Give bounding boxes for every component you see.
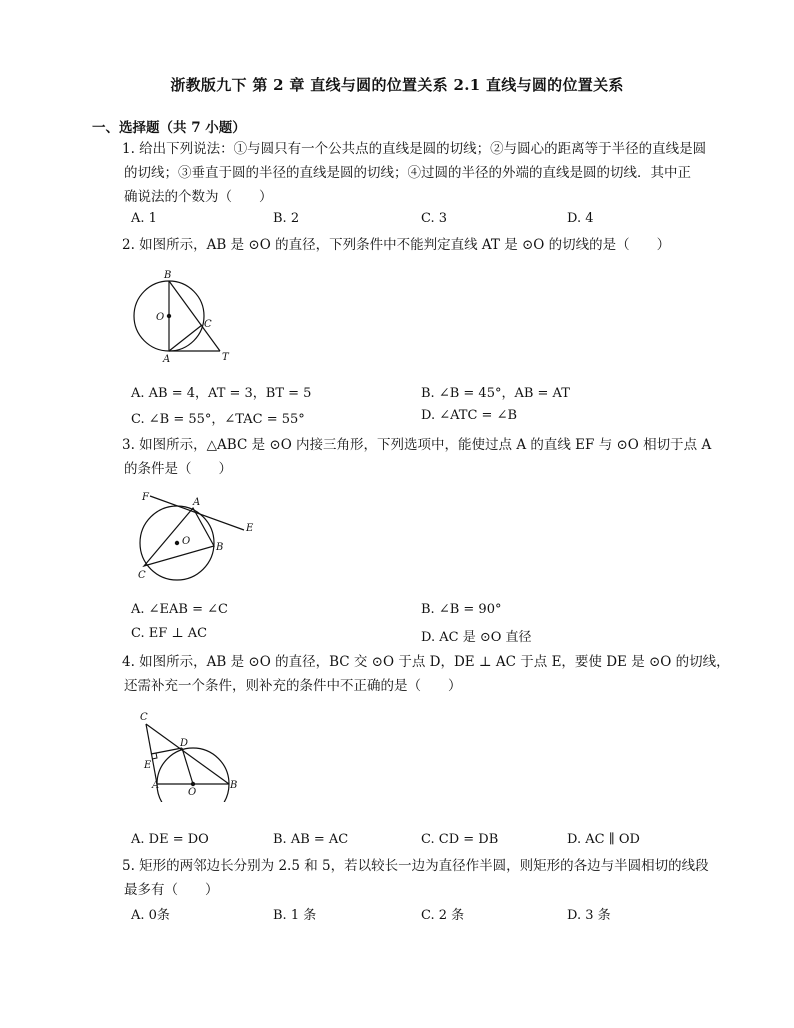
q2-figure <box>128 266 240 366</box>
q3-option-c: C. EF ⊥ AC <box>131 626 208 641</box>
q2-label-t: T <box>222 352 229 363</box>
q3-label-b: B <box>216 542 224 553</box>
document-title: 浙教版九下 第 2 章 直线与圆的位置关系 2.1 直线与圆的位置关系 <box>170 76 624 94</box>
q5-option-b: B. 1 条 <box>273 908 317 923</box>
q4-label-d: D <box>180 738 189 749</box>
q2-option-d: D. ∠ATC = ∠B <box>421 408 518 423</box>
q3-label-o: O <box>182 536 191 547</box>
q4-option-b: B. AB = AC <box>273 832 349 847</box>
q2-option-c: C. ∠B = 55°，∠TAC = 55° <box>131 412 305 427</box>
q5-option-a: A. 0条 <box>131 908 170 923</box>
q3-line-1: 3. 如图所示，△ABC 是 ⊙O 内接三角形，下列选项中，能使过点 A 的直线 EF 与 ⊙O 相切于点 A <box>122 437 712 453</box>
q1-line-3: 确说法的个数为（ ） <box>124 189 273 205</box>
q5-option-d: D. 3 条 <box>567 908 611 923</box>
q3-option-d: D. AC 是 ⊙O 直径 <box>421 630 532 645</box>
q3-line-2: 的条件是（ ） <box>124 461 232 477</box>
q3-label-a: A <box>193 497 201 508</box>
q2-line-1: 2. 如图所示，AB 是 ⊙O 的直径，下列条件中不能判定直线 AT 是 ⊙O 的切线的是（ ） <box>122 237 671 253</box>
q4-line-2: 还需补充一个条件，则补充的条件中不正确的是（ ） <box>124 678 462 694</box>
q4-label-o: O <box>188 787 197 798</box>
q4-option-a: A. DE = DO <box>131 832 209 847</box>
q2-label-c: C <box>204 319 212 330</box>
q4-option-c: C. CD = DB <box>421 832 499 847</box>
q4-label-e: E <box>144 760 152 771</box>
q3-option-a: A. ∠EAB = ∠C <box>131 602 228 617</box>
q3-option-b: B. ∠B = 90° <box>421 602 502 617</box>
q5-line-1: 5. 矩形的两邻边长分别为 2.5 和 5，若以较长一边为直径作半圆，则矩形的各边与半圆相切的线段 <box>122 858 709 874</box>
q2-label-b: B <box>164 270 172 281</box>
q2-option-a: A. AB = 4，AT = 3，BT = 5 <box>131 386 312 401</box>
q2-label-a: A <box>163 354 171 365</box>
q1-line-2: 的切线；③垂直于圆的半径的直线是圆的切线；④过圆的半径的外端的直线是圆的切线．其中正 <box>124 165 691 181</box>
q2-option-b: B. ∠B = 45°，AB = AT <box>421 386 570 401</box>
q4-figure <box>134 708 244 802</box>
q1-option-c: C. 3 <box>421 211 448 226</box>
q4-option-d: D. AC ∥ OD <box>567 832 640 847</box>
q3-label-e: E <box>246 523 254 534</box>
q5-line-2: 最多有（ ） <box>124 882 219 898</box>
q4-line-1: 4. 如图所示，AB 是 ⊙O 的直径，BC 交 ⊙O 于点 D，DE ⊥ AC 于点 E，要使 DE 是 ⊙O 的切线， <box>122 654 730 670</box>
q2-label-o: O <box>156 312 165 323</box>
section-heading: 一、选择题（共 7 小题） <box>92 120 246 136</box>
q4-label-a: A <box>152 780 160 791</box>
q4-label-c: C <box>140 712 148 723</box>
q3-figure <box>132 488 262 588</box>
q5-option-c: C. 2 条 <box>421 908 465 923</box>
q3-label-f: F <box>142 492 149 503</box>
q4-label-b: B <box>230 780 238 791</box>
q1-option-b: B. 2 <box>273 211 300 226</box>
q1-option-d: D. 4 <box>567 211 594 226</box>
q3-label-c: C <box>138 570 146 581</box>
q1-line-1: 1. 给出下列说法：①与圆只有一个公共点的直线是圆的切线；②与圆心的距离等于半径的直线是圆 <box>122 141 707 157</box>
q1-option-a: A. 1 <box>131 211 157 226</box>
